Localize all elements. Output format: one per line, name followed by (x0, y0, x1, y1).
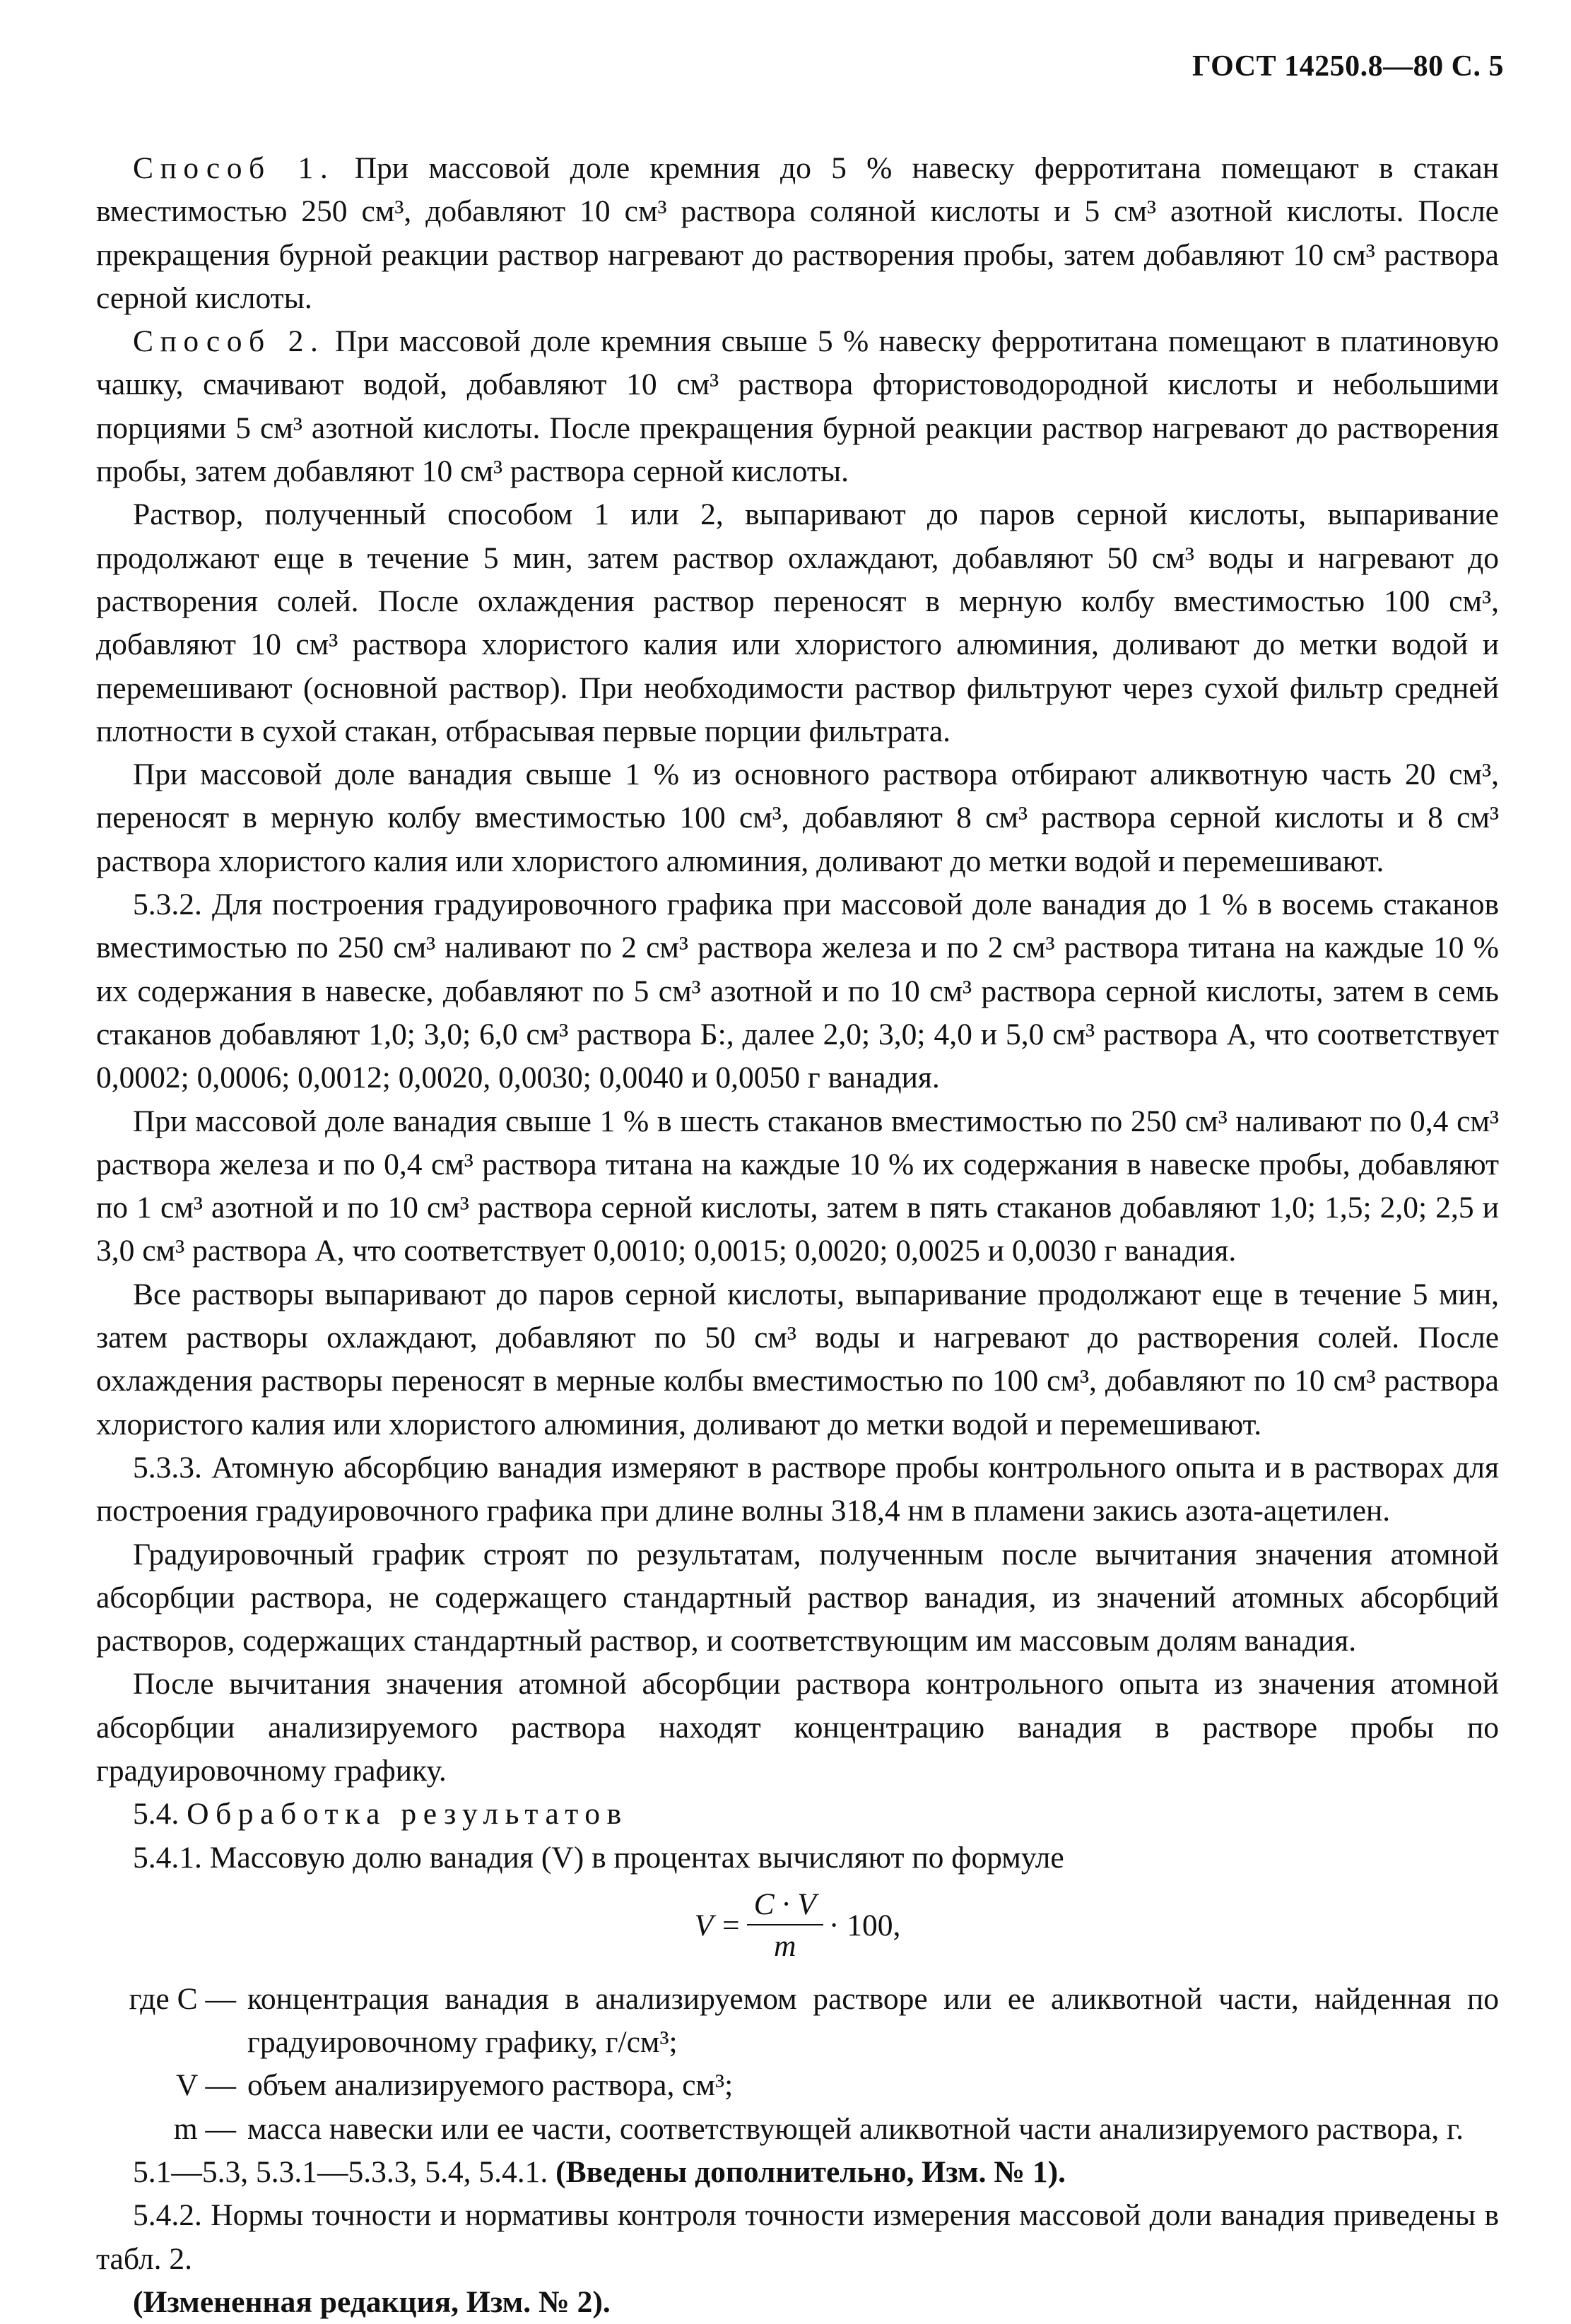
definition-text: концентрация ванадия в анализируемом растворе или ее аликвотной части, найденная по градуировочному графику, г/см³; (247, 1981, 1499, 2060)
formula-numerator: C · V (747, 1889, 823, 1926)
paragraph-5-3-2: 5.3.2. Для построения градуировочного графика при массовой доле ванадия до 1 % в восемь стаканов вместимостью по 250 см³ наливают по 2 см³ раствора железа и по 2 см³ раствора титана на каждые 10 % их содержания в навеске, добавляют по 5 см³ азотной и по 10 см³ раствора серной кислоты, затем в семь стаканов добавляют 1,0; 3,0; 6,0 см³ раствора Б:, далее 2,0; 3,0; 4,0 и 5,0 см³ раствора А, что соответствует 0,0002; 0,0006; 0,0012; 0,0020, 0,0030; 0,0040 и 0,0050 г ванадия. (96, 887, 1499, 1095)
paragraph-over-1-percent: При массовой доле ванадия свыше 1 % в шесть стаканов вместимостью по 250 см³ наливают по 0,4 см³ раствора железа и по 0,4 см³ раствора титана на каждые 10 % их содержания в навеске пробы, добавляют по 1 см³ азотной и по 10 см³ раствора серной кислоты, затем в пять стаканов добавляют 1,0; 1,5; 2,0; 2,5 и 3,0 см³ раствора А, что соответствует 0,0010; 0,0015; 0,0020; 0,0025 и 0,0030 г ванадия. (96, 1104, 1499, 1268)
method-1-text: При массовой доле кремния до 5 % навеску ферротитана помещают в стакан вместимостью 250 см³, добавляют 10 см³ раствора соляной кислоты и 5 см³ азотной кислоты. После прекращения бурной реакции раствор нагревают до растворения пробы, затем добавляют 10 см³ раствора серной кислоты. (96, 151, 1500, 315)
definition-symbol: V — (175, 2068, 236, 2103)
amendment-1-label: (Введены дополнительно, Изм. № 1). (555, 2155, 1066, 2190)
document-body (96, 147, 1499, 2324)
paragraph-calibration-graph: Градуировочный график строят по результатам, полученным после вычитания значения атомной абсорбции раствора, не содержащего стандартный раствор ванадия, из значений атомных абсорбций растворов, содержащих стандартный раствор, и соответствующим им массовым долям ванадия. (96, 1537, 1499, 1658)
definition-symbol: где C — (129, 1981, 236, 2016)
page-header: ГОСТ 14250.8—80 С. 5 (1192, 50, 1504, 83)
section-5-4-number: 5.4. (133, 1797, 180, 1832)
formula (96, 1889, 1499, 1962)
amendment-clauses: 5.1—5.3, 5.3.1—5.3.3, 5.4, 5.4.1. (133, 2155, 548, 2190)
definition-text: объем анализируемого раствора, см³; (247, 2068, 734, 2103)
method-2-lead: Способ 2. (133, 324, 325, 359)
paragraph-5-3-3: 5.3.3. Атомную абсорбцию ванадия измеряют в растворе пробы контрольного опыта и в растворах для построения градуировочного графика при длине волны 318,4 нм в пламени закись азота-ацетилен. (96, 1450, 1499, 1528)
definition-row (96, 1978, 1499, 2065)
paragraph-evaporation: Все растворы выпаривают до паров серной кислоты, выпаривание продолжают еще в течение 5 мин, затем растворы охлаждают, добавляют по 50 см³ воды и нагревают до растворения солей. После охлаждения растворы переносят в мерные колбы вместимостью по 100 см³, добавляют по 10 см³ раствора хлористого калия или хлористого алюминия, доливают до метки водой и перемешивают. (96, 1277, 1499, 1441)
paragraph-5-4-1: 5.4.1. Массовую долю ванадия (V) в процентах вычисляют по формуле (133, 1840, 1064, 1875)
definition-row (96, 2064, 1499, 2107)
formula-lhs: V = (694, 1908, 741, 1942)
variable-definitions (96, 1978, 1499, 2151)
amendment-note-1 (96, 2151, 1499, 2194)
paragraph-aliquot: При массовой доле ванадия свыше 1 % из основного раствора отбирают аликвотную часть 20 см³, переносят в мерную колбу вместимостью 100 см³, добавляют 8 см³ раствора серной кислоты и 8 см³ раствора хлористого калия или хлористого алюминия, доливают до метки водой и перемешивают. (96, 757, 1499, 878)
method-2-text: При массовой доле кремния свыше 5 % навеску ферротитана помещают в платиновую чашку, смачивают водой, добавляют 10 см³ раствора фтористоводородной кислоты и небольшими порциями 5 см³ азотной кислоты. После прекращения бурной реакции раствор нагревают до растворения пробы, затем добавляют 10 см³ раствора серной кислоты. (96, 324, 1500, 489)
section-5-4-heading (96, 1793, 1499, 1836)
paragraph-method-1 (96, 147, 1499, 320)
method-1-lead: Способ 1. (133, 151, 335, 185)
section-5-4-title: Обработка результатов (187, 1797, 628, 1832)
paragraph-concentration: После вычитания значения атомной абсорбции раствора контрольного опыта из значения атомной абсорбции анализируемого раствора находят концентрацию ванадия в растворе пробы по градуировочному графику. (96, 1667, 1499, 1788)
definition-text: масса навески или ее части, соответствующей аликвотной части анализируемого раствора, г. (247, 2111, 1464, 2146)
definition-symbol: m — (173, 2111, 236, 2146)
formula-fraction (747, 1889, 823, 1962)
paragraph-solution-prep: Раствор, полученный способом 1 или 2, выпаривают до паров серной кислоты, выпаривание продолжают еще в течение 5 мин, затем раствор охлаждают, добавляют 50 см³ воды и нагревают до растворения солей. После охлаждения раствор переносят в мерную колбу вместимостью 100 см³, добавляют 10 см³ раствора хлористого калия или хлористого алюминия, доливают до метки водой и перемешивают (основной раствор). При необходимости раствор фильтруют через сухой фильтр средней плотности в сухой стакан, отбрасывая первые порции фильтрата. (96, 497, 1499, 748)
definition-row (96, 2108, 1499, 2151)
paragraph-method-2 (96, 320, 1499, 493)
amendment-note-2: (Измененная редакция, Изм. № 2). (133, 2284, 611, 2319)
paragraph-5-4-2: 5.4.2. Нормы точности и нормативы контроля точности измерения массовой доли ванадия приведены в табл. 2. (96, 2198, 1499, 2276)
formula-rhs: · 100, (828, 1908, 901, 1942)
formula-denominator: m (774, 1929, 796, 1964)
